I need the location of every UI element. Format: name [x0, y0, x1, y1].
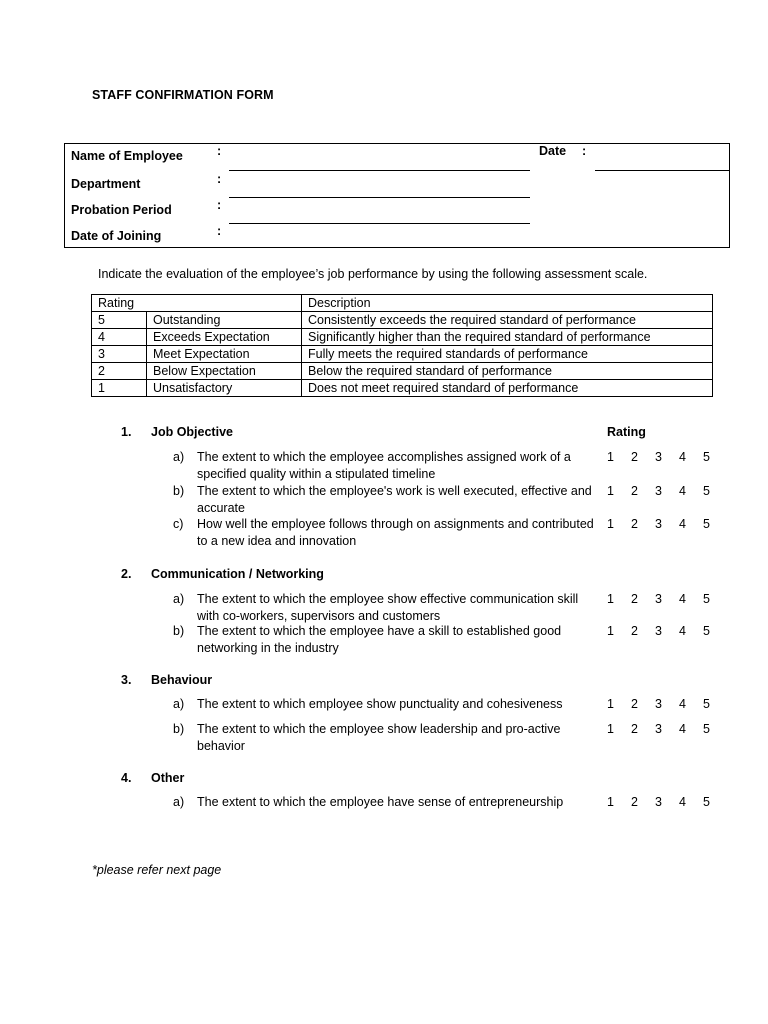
rating-2[interactable]: 2 [631, 624, 638, 638]
rating-3[interactable]: 3 [655, 484, 662, 498]
rating-4[interactable]: 4 [679, 624, 686, 638]
table-row [92, 346, 713, 363]
date-of-joining-label: Date of Joining [71, 229, 162, 243]
rating-column-heading: Rating [607, 425, 646, 439]
item-letter: a) [173, 697, 185, 711]
section-title-job-objective: Job Objective [151, 425, 233, 439]
scale-description: Fully meets the required standards of performance [302, 346, 713, 363]
rating-options[interactable] [607, 795, 727, 809]
rating-4[interactable]: 4 [679, 517, 686, 531]
scale-number: 4 [92, 329, 147, 346]
scale-number: 5 [92, 312, 147, 329]
scale-description: Below the required standard of performance [302, 363, 713, 380]
rating-3[interactable]: 3 [655, 517, 662, 531]
item-letter: a) [173, 592, 185, 606]
name-of-employee-field[interactable] [229, 170, 530, 171]
item-letter: c) [173, 517, 184, 531]
rating-options[interactable] [607, 484, 727, 498]
rating-4[interactable]: 4 [679, 697, 686, 711]
rating-1[interactable]: 1 [607, 592, 614, 606]
department-colon: : [217, 172, 222, 186]
footnote-refer-next-page: *please refer next page [92, 863, 222, 877]
section-number: 1. [121, 425, 132, 439]
item-text: The extent to which the employee show effective communication skill with co-workers, supervisors and customers [197, 592, 579, 623]
section-number: 3. [121, 673, 132, 687]
rating-4[interactable]: 4 [679, 450, 686, 464]
rating-3[interactable]: 3 [655, 592, 662, 606]
rating-2[interactable]: 2 [631, 517, 638, 531]
scale-number: 2 [92, 363, 147, 380]
scale-label: Exceeds Expectation [147, 329, 302, 346]
probation-period-field[interactable] [229, 223, 530, 224]
rating-4[interactable]: 4 [679, 484, 686, 498]
rating-4[interactable]: 4 [679, 722, 686, 736]
rating-1[interactable]: 1 [607, 697, 614, 711]
section-title-other: Other [151, 771, 185, 785]
joining-colon: : [217, 224, 222, 238]
rating-5[interactable]: 5 [703, 722, 710, 736]
scale-label: Outstanding [147, 312, 302, 329]
name-colon: : [217, 144, 222, 158]
item-letter: b) [173, 722, 185, 736]
rating-4[interactable]: 4 [679, 592, 686, 606]
rating-options[interactable] [607, 697, 727, 711]
table-row [92, 363, 713, 380]
rating-2[interactable]: 2 [631, 450, 638, 464]
section-title-behaviour: Behaviour [151, 673, 213, 687]
rating-2[interactable]: 2 [631, 592, 638, 606]
table-row [92, 312, 713, 329]
probation-colon: : [217, 198, 222, 212]
table-row [92, 329, 713, 346]
item-letter: a) [173, 450, 185, 464]
rating-options[interactable] [607, 722, 727, 736]
rating-options[interactable] [607, 624, 727, 638]
rating-1[interactable]: 1 [607, 795, 614, 809]
item-text: The extent to which employee show punctuality and cohesiveness [197, 697, 563, 711]
rating-3[interactable]: 3 [655, 697, 662, 711]
item-text: The extent to which the employee have sense of entrepreneurship [197, 795, 564, 809]
date-colon: : [582, 144, 587, 158]
rating-5[interactable]: 5 [703, 795, 710, 809]
rating-options[interactable] [607, 450, 727, 464]
item-letter: b) [173, 624, 185, 638]
scale-label: Unsatisfactory [147, 380, 302, 397]
name-of-employee-label: Name of Employee [71, 149, 183, 163]
scale-description: Does not meet required standard of performance [302, 380, 713, 397]
rating-1[interactable]: 1 [607, 517, 614, 531]
form-title: STAFF CONFIRMATION FORM [92, 88, 274, 102]
scale-label: Meet Expectation [147, 346, 302, 363]
date-label: Date [539, 144, 567, 158]
rating-1[interactable]: 1 [607, 450, 614, 464]
table-row [92, 380, 713, 397]
section-number: 2. [121, 567, 132, 581]
scale-label: Below Expectation [147, 363, 302, 380]
rating-5[interactable]: 5 [703, 517, 710, 531]
instruction-text: Indicate the evaluation of the employee’s job performance by using the following assessment scale. [98, 267, 648, 281]
item-letter: b) [173, 484, 185, 498]
rating-options[interactable] [607, 517, 727, 531]
rating-5[interactable]: 5 [703, 697, 710, 711]
rating-4[interactable]: 4 [679, 795, 686, 809]
scale-description: Significantly higher than the required standard of performance [302, 329, 713, 346]
rating-1[interactable]: 1 [607, 484, 614, 498]
item-text: How well the employee follows through on assignments and contributed to a new idea and innovation [197, 517, 594, 548]
rating-1[interactable]: 1 [607, 624, 614, 638]
rating-2[interactable]: 2 [631, 484, 638, 498]
description-header: Description [302, 295, 713, 312]
section-title-communication: Communication / Networking [151, 567, 324, 581]
section-number: 4. [121, 771, 132, 785]
probation-period-label: Probation Period [71, 203, 172, 217]
rating-header: Rating [92, 295, 302, 312]
rating-2[interactable]: 2 [631, 722, 638, 736]
rating-1[interactable]: 1 [607, 722, 614, 736]
table-header-row [92, 295, 713, 312]
item-text: The extent to which the employee's work is well executed, effective and accurate [197, 484, 592, 515]
department-label: Department [71, 177, 141, 191]
rating-5[interactable]: 5 [703, 624, 710, 638]
scale-description: Consistently exceeds the required standard of performance [302, 312, 713, 329]
rating-3[interactable]: 3 [655, 450, 662, 464]
item-text: The extent to which the employee accomplishes assigned work of a specified quality within a stipulated timeline [197, 450, 571, 481]
date-field[interactable] [595, 170, 730, 171]
item-text: The extent to which the employee have a skill to established good networking in the industry [197, 624, 562, 655]
rating-5[interactable]: 5 [703, 484, 710, 498]
rating-3[interactable]: 3 [655, 795, 662, 809]
rating-2[interactable]: 2 [631, 795, 638, 809]
rating-5[interactable]: 5 [703, 592, 710, 606]
rating-3[interactable]: 3 [655, 624, 662, 638]
rating-3[interactable]: 3 [655, 722, 662, 736]
rating-options[interactable] [607, 592, 727, 606]
item-text: The extent to which the employee show leadership and pro-active behavior [197, 722, 561, 753]
scale-number: 3 [92, 346, 147, 363]
item-letter: a) [173, 795, 185, 809]
rating-5[interactable]: 5 [703, 450, 710, 464]
department-field[interactable] [229, 197, 530, 198]
assessment-scale-table [91, 294, 713, 397]
scale-number: 1 [92, 380, 147, 397]
rating-2[interactable]: 2 [631, 697, 638, 711]
